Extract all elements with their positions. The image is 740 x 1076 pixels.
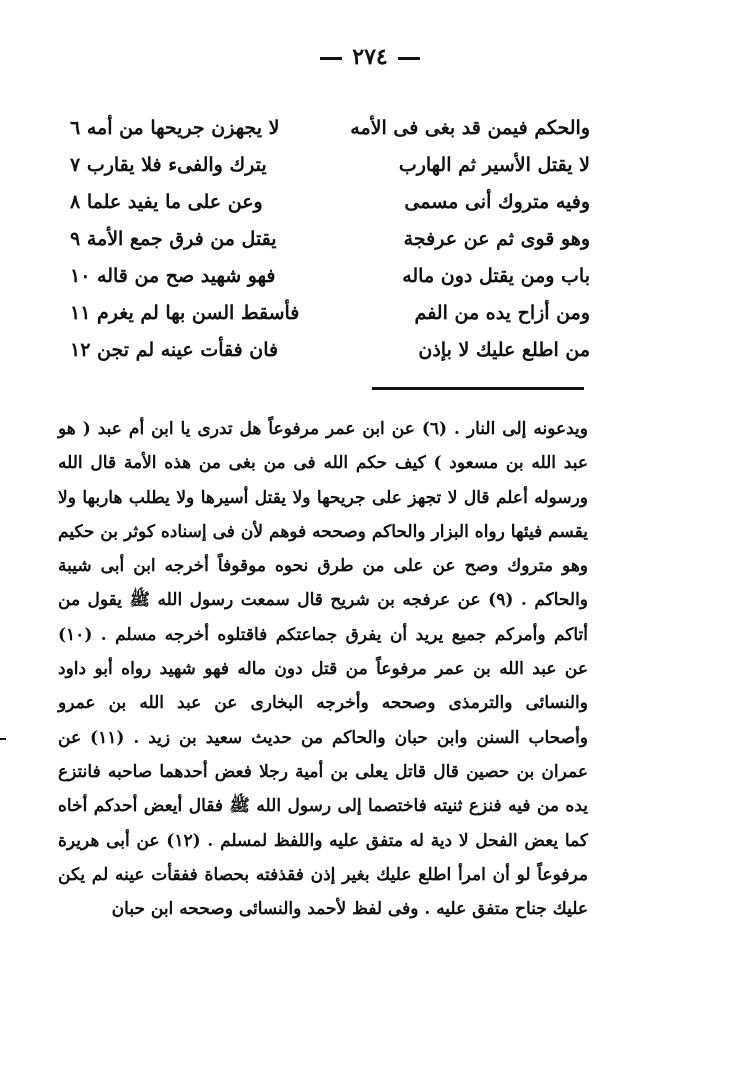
- verse-second-hemistich: يقتل من فرق جمع الأمة ٩: [70, 228, 277, 250]
- page-number: [0, 44, 740, 70]
- page-number-dash-right: [398, 57, 420, 60]
- verse: [70, 110, 590, 147]
- verse: [70, 295, 590, 332]
- verse-second-hemistich: فهو شهيد صح من قاله ١٠: [70, 265, 276, 287]
- poem-block: [70, 110, 590, 370]
- verse-first-hemistich: باب ومن يقتل دون ماله: [402, 265, 590, 287]
- verse-first-hemistich: لا يقتل الأسير ثم الهارب: [398, 154, 590, 176]
- verse-first-hemistich: وفيه متروك أنى مسمى: [404, 191, 590, 213]
- verse-first-hemistich: وهو قوى ثم عن عرفجة: [403, 228, 590, 250]
- commentary-text: ويدعونه إلى النار . (٦) عن ابن عمر مرفوعاً هل تدرى يا ابن أم عبد ( هو عبد الله بن مسعود ) كيف حكم الله فى من بغى من هذه الأمة قال الله ورسوله أعلم قال لا تجهز على جريحها ولا يقتل أسيرها ولا يطلب هاربها ولا يقسم فيئها رواه البزار والحاكم وصححه فوهم لأن فى إسناده كوثر بن حكيم وهو متروك وصح عن على من طرق نحوه موقوفاً أخرجه ابن أبى شيبة والحاكم . (٩) عن عرفجه بن شريح قال سمعت رسول الله ﷺ يقول من أتاكم وأمركم جميع يريد أن يفرق جماعتكم فاقتلوه أخرجه مسلم . (١٠) عن عبد الله بن عمر مرفوعاً من قتل دون ماله فهو شهيد رواه أبو داود والنسائى والترمذى وصححه وأخرجه البخارى عن عبد الله بن عمرو وأصحاب السنن وابن حبان والحاكم من حديث سعيد بن زيد . (١١) عن عمران بن حصين قال قاتل يعلى بن أمية رجلا فعض أحدهما صاحبه فانتزع يده من فيه فنزع ثنيته فاختصما إلى رسول الله ﷺ فقال أيعض أحدكم أخاه كما يعض الفحل لا دية له متفق عليه واللفظ لمسلم . (١٢) عن أبى هريرة مرفوعاً لو أن امرأ اطلع عليك بغير إذن فقذفته بحصاة ففقأت عينه لم يكن عليك جناح متفق عليه . وفى لفظ لأحمد والنسائى وصححه ابن حبان: [58, 419, 589, 920]
- page-number-dash-left: [320, 57, 342, 60]
- verse-first-hemistich: ومن أزاح يده من الفم: [414, 302, 590, 324]
- verse-second-hemistich: فأسقط السن بها لم يغرم ١١: [70, 302, 300, 324]
- verse-first-hemistich: والحكم فيمن قد بغى فى الأمه: [350, 117, 590, 139]
- verse-second-hemistich: فان فقأت عينه لم تجن ١٢: [70, 339, 279, 361]
- verse-first-hemistich: من اطلع عليك لا بإذن: [418, 339, 590, 361]
- verse: [70, 147, 590, 184]
- verse: [70, 184, 590, 221]
- commentary-block: [58, 412, 588, 926]
- verse-second-hemistich: لا يجهزن جريحها من أمه ٦: [70, 117, 280, 139]
- verse-second-hemistich: وعن على ما يفيد علما ٨: [70, 191, 263, 213]
- verse: [70, 258, 590, 295]
- verse-second-hemistich: يترك والفىء فلا يقارب ٧: [70, 154, 267, 176]
- page-number-text: ٢٧٤: [352, 44, 388, 70]
- verse: [70, 221, 590, 258]
- verse: [70, 332, 590, 369]
- margin-mark: [0, 738, 6, 740]
- section-divider: [372, 387, 584, 390]
